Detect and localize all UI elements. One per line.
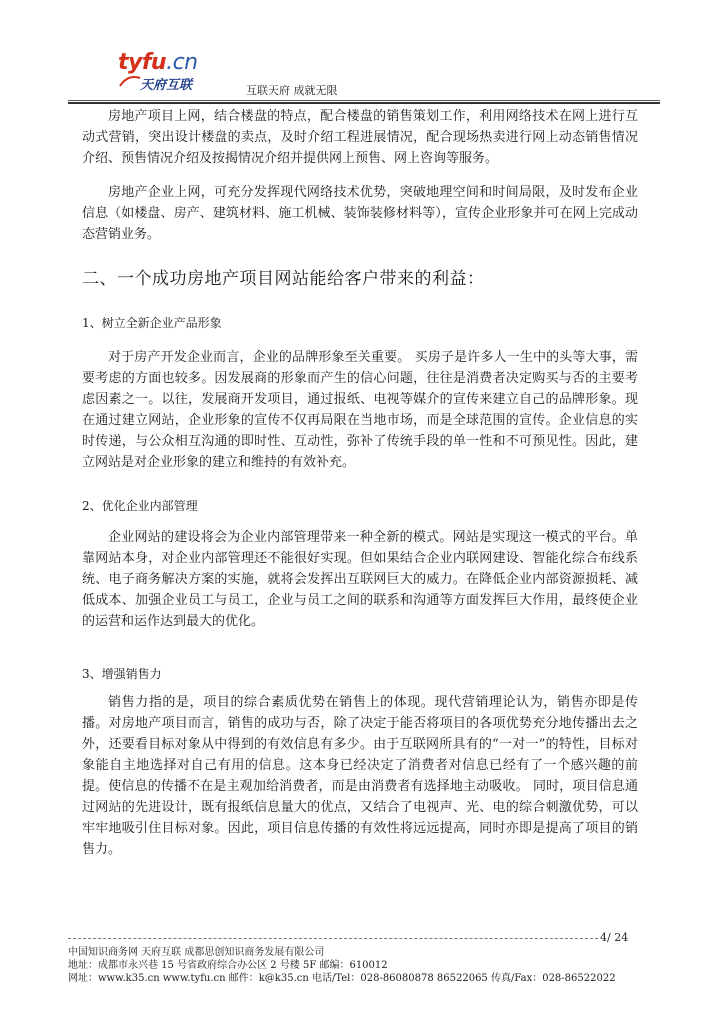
subsection-heading: 2、优化企业内部管理 bbox=[82, 499, 198, 513]
logo-domain: .cn bbox=[166, 50, 198, 75]
header-divider-thick bbox=[68, 102, 660, 104]
subsection-heading: 1、树立全新企业产品形象 bbox=[82, 316, 222, 330]
footer-divider bbox=[68, 938, 598, 939]
footer-company-line: 中国知识商务网 天府互联 成都思创知识商务发展有限公司 bbox=[68, 947, 325, 958]
page-number: 4/ 24 bbox=[600, 931, 629, 944]
subsection-heading: 3、增强销售力 bbox=[82, 667, 162, 681]
company-logo bbox=[118, 50, 238, 98]
footer-contact-line: 网址：www.k35.cn www.tyfu.cn 邮件：k@k35.cn 电话/Tel：028-86080878 86522065 传真/Fax：028-86522022 bbox=[68, 973, 616, 984]
header-slogan: 互联天府 成就无限 bbox=[246, 84, 338, 97]
subsection-paragraph: 销售力指的是，项目的综合素质优势在销售上的体现。现代营销理论认为，销售亦即是传播。对房地产项目而言，销售的成功与否，除了决定于能否将项目的各项优势充分地传播出去之外，还要看目标对象从中得到的有效信息有多少。由于互联网所具有的“一对一”的特性，目标对象能自主地选择对自己有用的信息。这本身已经决定了消费者对信息已经有了一个感兴趣的前提。使信息的传播不在是主观加给消费者，而是由消费者有选择地主动吸收。 同时，项目信息通过网站的先进设计，既有报纸信息量大的优点，又结合了电视声、光、电的综合刺激优势，可以牢牢地吸引住目标对象。因此，项目信息传播的有效性将远远提高，同时亦即是提高了项目的销售力。 bbox=[82, 695, 638, 857]
logo-subtitle: 天府互联 bbox=[140, 78, 193, 93]
header-divider bbox=[68, 100, 660, 101]
intro-paragraph: 房地产项目上网，结合楼盘的特点，配合楼盘的销售策划工作，利用网络技术在网上进行互动式营销，突出设计楼盘的卖点，及时介绍工程进展情况，配合现场热卖进行网上动态销售情况介绍、预售情况介绍及按揭情况介绍并提供网上预售、网上咨询等服务。 bbox=[82, 109, 638, 166]
section-title: 二、一个成功房地产项目网站能给客户带来的利益： bbox=[82, 269, 485, 289]
subsection-paragraph: 对于房产开发企业而言，企业的品牌形象至关重要。 买房子是许多人一生中的头等大事，需要考虑的方面也较多。因发展商的形象而产生的信心问题，往往是消费者决定购买与否的主要考虑因素之一。以往，发展商开发项目，通过报纸、电视等媒介的宣传来建立自己的品牌形象。现在通过建立网站，企业形象的宣传不仅再局限在当地市场，而是全球范围的宣传。企业信息的实时传递，与公众相互沟通的即时性、互动性，弥补了传统手段的单一性和不可预见性。因此，建立网站是对企业形象的建立和维持的有效补充。 bbox=[82, 350, 638, 470]
logo-text: tyfu bbox=[118, 50, 167, 75]
subsection-paragraph: 企业网站的建设将会为企业内部管理带来一种全新的模式。网站是实现这一模式的平台。单靠网站本身，对企业内部管理还不能很好实现。但如果结合企业内联网建设、智能化综合布线系统、电子商务解决方案的实施，就将会发挥出互联网巨大的威力。在降低企业内部资源损耗、减低成本、加强企业员工与员工，企业与员工之间的联系和沟通等方面发挥巨大作用，最终使企业的运营和运作达到最大的优化。 bbox=[82, 530, 638, 629]
intro-paragraph: 房地产企业上网，可充分发挥现代网络技术优势，突破地理空间和时间局限，及时发布企业信息（如楼盘、房产、建筑材料、施工机械、装饰装修材料等），宣传企业形象并可在网上完成动态营销业务。 bbox=[82, 185, 638, 242]
footer-address-line: 地址：成都市永兴巷 15 号省政府综合办公区 2 号楼 5F 邮编：610012 bbox=[68, 960, 388, 971]
